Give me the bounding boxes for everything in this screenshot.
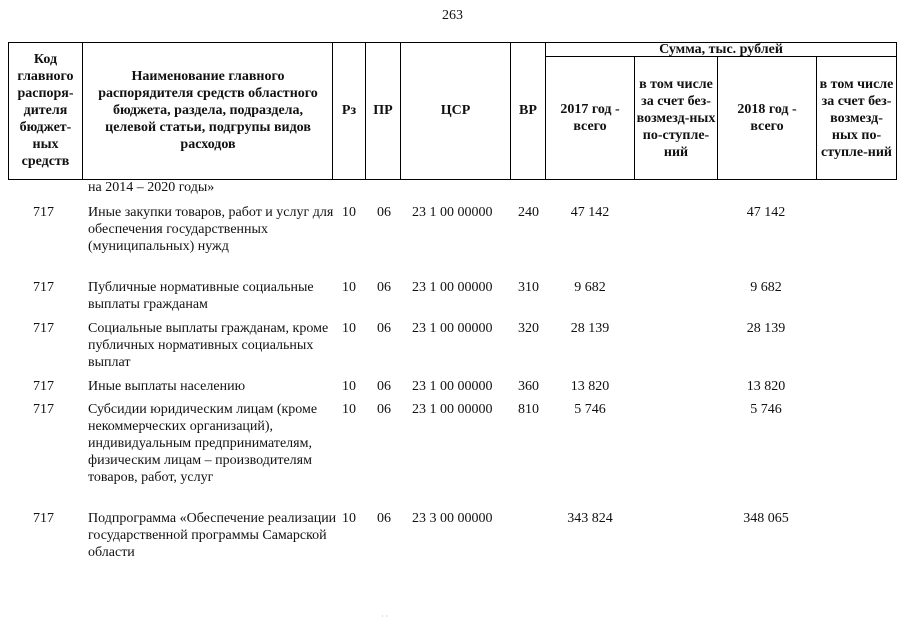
cell-code: 717	[33, 402, 54, 417]
cell-name: Публичные нормативные социальные выплаты гражданам	[88, 280, 314, 312]
cell-2018: 47 142	[746, 205, 786, 220]
header-rz: Рз	[341, 103, 357, 118]
cell-csr: 23 3 00 00000	[412, 511, 493, 526]
cell-2017: 13 820	[570, 379, 610, 394]
cell-pr: 06	[377, 379, 391, 394]
cell-2017: 28 139	[570, 321, 610, 336]
cell-csr: 23 1 00 00000	[412, 379, 493, 394]
cell-2017: 47 142	[570, 205, 610, 220]
header-sum: Сумма, тыс. рублей	[659, 41, 783, 57]
cell-2018: 5 746	[750, 402, 782, 417]
header-vr: ВР	[519, 103, 537, 118]
cell-csr: 23 1 00 00000	[412, 205, 493, 220]
cell-2018: 348 065	[743, 511, 789, 526]
header-csr: ЦСР	[440, 103, 471, 118]
scan-artifact: · ·	[381, 612, 389, 621]
cell-csr: 23 1 00 00000	[412, 280, 493, 295]
continued-text: на 2014 – 2020 годы»	[88, 180, 215, 195]
cell-2017: 9 682	[574, 280, 606, 295]
cell-rz: 10	[342, 321, 356, 336]
cell-name: Субсидии юридическим лицам (кроме некоммерческих организаций), индивидуальным предпринимателям, физическим лицам – производителям товаров, работ, услуг	[88, 402, 318, 485]
cell-vr: 240	[518, 205, 539, 220]
cell-csr: 23 1 00 00000	[412, 321, 493, 336]
cell-code: 717	[33, 321, 54, 336]
cell-code: 717	[33, 379, 54, 394]
cell-code: 717	[33, 511, 54, 526]
cell-name: Подпрограмма «Обеспечение реализации государственной программы Самарской области	[88, 511, 337, 560]
cell-pr: 06	[377, 321, 391, 336]
cell-rz: 10	[342, 511, 356, 526]
cell-code: 717	[33, 280, 54, 295]
header-2018-incl: в том числе за счет без-возмезд-ных по-ступле-ний	[819, 76, 894, 160]
cell-2017: 343 824	[567, 511, 613, 526]
header-2018-total: 2018 год - всего	[737, 102, 797, 134]
cell-name: Иные выплаты населению	[88, 379, 246, 394]
cell-vr: 360	[518, 379, 539, 394]
header-name: Наименование главного распорядителя средств областного бюджета, раздела, подраздела, целевой статьи, подгрупы видов расходов	[98, 69, 318, 152]
cell-code: 717	[33, 205, 54, 220]
cell-pr: 06	[377, 280, 391, 295]
cell-2018: 9 682	[750, 280, 782, 295]
cell-rz: 10	[342, 280, 356, 295]
cell-vr: 310	[518, 280, 539, 295]
cell-vr: 320	[518, 321, 539, 336]
cell-rz: 10	[342, 379, 356, 394]
cell-rz: 10	[342, 205, 356, 220]
page-number: 263	[442, 8, 463, 23]
cell-name: Социальные выплаты гражданам, кроме публичных нормативных социальных выплат	[88, 321, 329, 370]
cell-pr: 06	[377, 205, 391, 220]
cell-2017: 5 746	[574, 402, 606, 417]
header-pr: ПР	[373, 103, 393, 118]
cell-name: Иные закупки товаров, работ и услуг для обеспечения государственных (муниципальных) нужд	[88, 205, 334, 254]
cell-2018: 28 139	[746, 321, 786, 336]
cell-csr: 23 1 00 00000	[412, 402, 493, 417]
cell-pr: 06	[377, 511, 391, 526]
table-header	[8, 42, 897, 180]
header-2017-incl: в том числе за счет без-возмезд-ных по-ступле-ний	[636, 76, 716, 160]
header-2017-total: 2017 год - всего	[560, 102, 620, 134]
header-code: Код главного распоря-дителя бюджет-ных средств	[17, 52, 74, 169]
cell-vr: 810	[518, 402, 539, 417]
cell-2018: 13 820	[746, 379, 786, 394]
cell-rz: 10	[342, 402, 356, 417]
cell-pr: 06	[377, 402, 391, 417]
